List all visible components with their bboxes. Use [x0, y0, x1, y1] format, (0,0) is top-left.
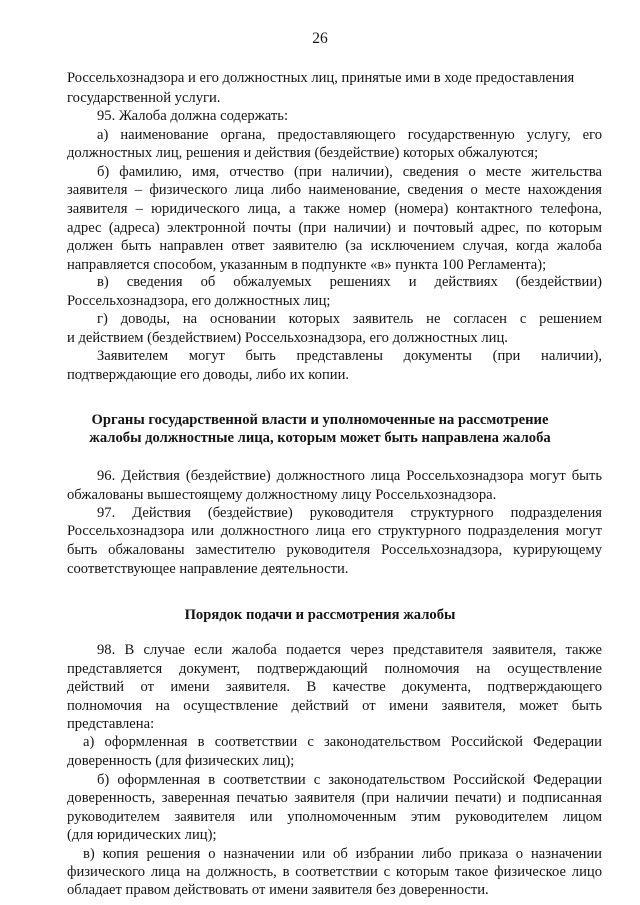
text-line: должен быть направлен ответ заявителю (за исключением случая, когда жалоба — [67, 238, 602, 254]
text-line: заявителя – юридического лица, а также номер (номера) контактного телефона, — [67, 201, 602, 217]
text-line: (для юридических лиц); — [67, 827, 217, 843]
text-line: в) сведения об обжалуемых решениях и действиях (бездействии) — [97, 274, 602, 290]
text-line: полномочия на осуществление действий от имени заявителя, может быть — [67, 698, 602, 714]
text-line: должностных лиц, решения и действия (бездействие) которых обжалуются; — [67, 145, 539, 161]
text-line: а) наименование органа, предоставляющего государственную услугу, его — [97, 127, 602, 143]
text-line: подтверждающие его доводы, либо их копии. — [67, 367, 350, 383]
text-line: обжалованы вышестоящему должностному лицу Россельхознадзора. — [67, 487, 497, 503]
text-line: быть обжалованы заместителю руководителя Россельхознадзора, курирующему — [67, 542, 602, 558]
text-line: государственной услуги. — [67, 90, 221, 106]
page-number: 26 — [312, 30, 328, 47]
text-line: Россельхознадзора, его должностных лиц; — [67, 293, 331, 309]
text-line: доверенность (для физических лиц); — [67, 753, 295, 769]
text-line: доверенность, заверенная печатью заявителя (при наличии печати) и подписанная — [67, 790, 602, 806]
text-line: обладает правом действовать от имени заявителя без доверенности. — [67, 882, 489, 898]
section-heading: Порядок подачи и рассмотрения жалобы — [184, 607, 456, 623]
text-line: соответствующее направление деятельности. — [67, 561, 349, 577]
text-line: в) копия решения о назначении или об избрании либо приказа о назначении — [83, 846, 602, 862]
text-line: руководителем заявителя или уполномоченным этим руководителем лицом — [67, 809, 602, 825]
text-line: и действием (бездействием) Россельхознадзора, его должностных лиц. — [67, 330, 508, 346]
text-line: б) оформленная в соответствии с законодательством Российской Федерации — [97, 772, 602, 788]
text-line: Заявителем могут быть представлены документы (при наличии), — [97, 348, 602, 364]
text-line: 95. Жалоба должна содержать: — [97, 108, 288, 124]
text-line: г) доводы, на основании которых заявитель не согласен с решением — [97, 311, 602, 327]
section-heading: жалобы должностные лица, которым может быть направлена жалоба — [89, 430, 551, 446]
text-line: представляется документ, подтверждающий полномочия на осуществление — [67, 661, 602, 677]
text-line: 97. Действия (бездействие) руководителя структурного подразделения — [97, 505, 602, 521]
text-line: заявителя – физического лица либо наименование, сведения о месте нахождения — [67, 182, 602, 198]
text-line: 96. Действия (бездействие) должностного лица Россельхознадзора могут быть — [97, 468, 602, 484]
text-line: 98. В случае если жалоба подается через представителя заявителя, также — [97, 642, 602, 658]
text-line: Россельхознадзора и его должностных лиц, принятые ими в ходе предоставления — [67, 70, 575, 86]
text-line: представлена: — [67, 716, 155, 732]
text-line: Россельхознадзора или должностного лица его структурного подразделения могут — [67, 523, 602, 539]
text-line: б) фамилию, имя, отчество (при наличии), сведения о месте жительства — [97, 164, 602, 180]
text-line: направляется способом, указанным в подпункте «в» пункта 100 Регламента); — [67, 257, 547, 273]
text-line: а) оформленная в соответствии с законодательством Российской Федерации — [83, 734, 602, 750]
text-line: физического лица на должность, в соответствии с которым такое физическое лицо — [67, 864, 602, 880]
text-line: действий от имени заявителя. В качестве документа, подтверждающего — [67, 679, 602, 695]
section-heading: Органы государственной власти и уполномоченные на рассмотрение — [91, 412, 549, 428]
text-line: адрес (адреса) электронной почты (при наличии) и почтовый адрес, по которым — [67, 220, 602, 236]
